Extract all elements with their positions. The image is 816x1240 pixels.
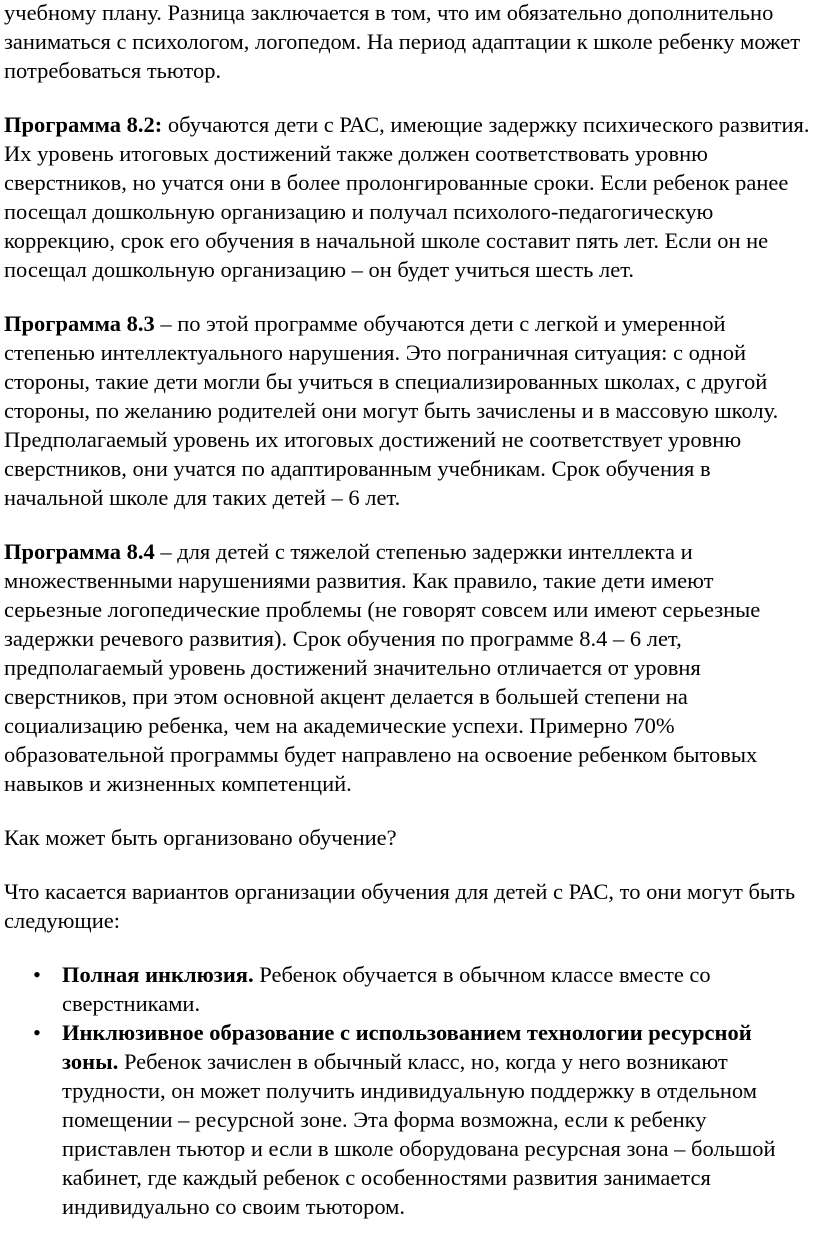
list-item-label: Инклюзивное образование с использованием технологии ресурсной зоны. (62, 1020, 752, 1074)
intro-text: учебному плану. Разница заключается в том, что им обязательно дополнительно заниматься с психологом, логопедом. На период адаптации к школе ребенку может потребоваться тьютор. (4, 0, 801, 83)
organization-variants-list (4, 960, 812, 1221)
program-8-2-label: Программа 8.2: (4, 112, 163, 137)
program-8-2-paragraph (4, 110, 812, 284)
list-item-text: Ребенок зачислен в обычный класс, но, когда у него возникают трудности, он может получить индивидуальную поддержку в отдельном помещении – ресурсной зоне. Эта форма возможна, если к ребенку приставлен тьютор и если в школе оборудована ресурсная зона – большой кабинет, где каждый ребенок с особенностями развития занимается индивидуально со своим тьютором. (62, 1049, 776, 1219)
list-item-label: Полная инклюзия. (62, 962, 254, 987)
question-paragraph (4, 823, 812, 852)
program-8-4-text: – для детей с тяжелой степенью задержки интеллекта и множественными нарушениями развития. Как правило, такие дети имеют серьезные логопедические проблемы (не говорят совсем или имеют серьезные задержки речевого развития). Срок обучения по программе 8.4 – 6 лет, предполагаемый уровень достижений значительно отличается от уровня сверстников, при этом основной акцент делается в большей степени на социализацию ребенка, чем на академические успехи. Примерно 70% образовательной программы будет направлено на освоение ребенком бытовых навыков и жизненных компетенций. (4, 539, 761, 796)
bullet-icon: • (33, 962, 41, 987)
variants-intro-paragraph (4, 877, 812, 935)
question-text: Как может быть организовано обучение? (4, 825, 397, 850)
intro-paragraph (4, 0, 812, 85)
program-8-2-text: обучаются дети с РАС, имеющие задержку психического развития. Их уровень итоговых достижений также должен соответствовать уровню сверстников, но учатся они в более пролонгированные сроки. Если ребенок ранее посещал дошкольную организацию и получал психолого-педагогическую коррекцию, срок его обучения в начальной школе составит пять лет. Если он не посещал дошкольную организацию – он будет учиться шесть лет. (4, 112, 810, 282)
program-8-4-paragraph (4, 537, 812, 798)
program-8-3-text: – по этой программе обучаются дети с легкой и умеренной степенью интеллектуального нарушения. Это пограничная ситуация: с одной стороны, такие дети могли бы учиться в специализированных школах, с другой стороны, по желанию родителей они могут быть зачислены и в массовую школу. Предполагаемый уровень их итоговых достижений не соответствует уровню сверстников, они учатся по адаптированным учебникам. Срок обучения в начальной школе для таких детей – 6 лет. (4, 311, 779, 510)
list-item-text: Ребенок обучается в обычном классе вместе со сверстниками. (62, 962, 711, 1016)
bullet-icon: • (33, 1020, 41, 1045)
program-8-4-label: Программа 8.4 (4, 539, 155, 564)
program-8-3-paragraph (4, 309, 812, 512)
list-item (4, 960, 812, 1018)
program-8-3-label: Программа 8.3 (4, 311, 155, 336)
list-item (4, 1018, 812, 1221)
variants-intro-text: Что касается вариантов организации обучения для детей с РАС, то они могут быть следующие: (4, 879, 796, 933)
